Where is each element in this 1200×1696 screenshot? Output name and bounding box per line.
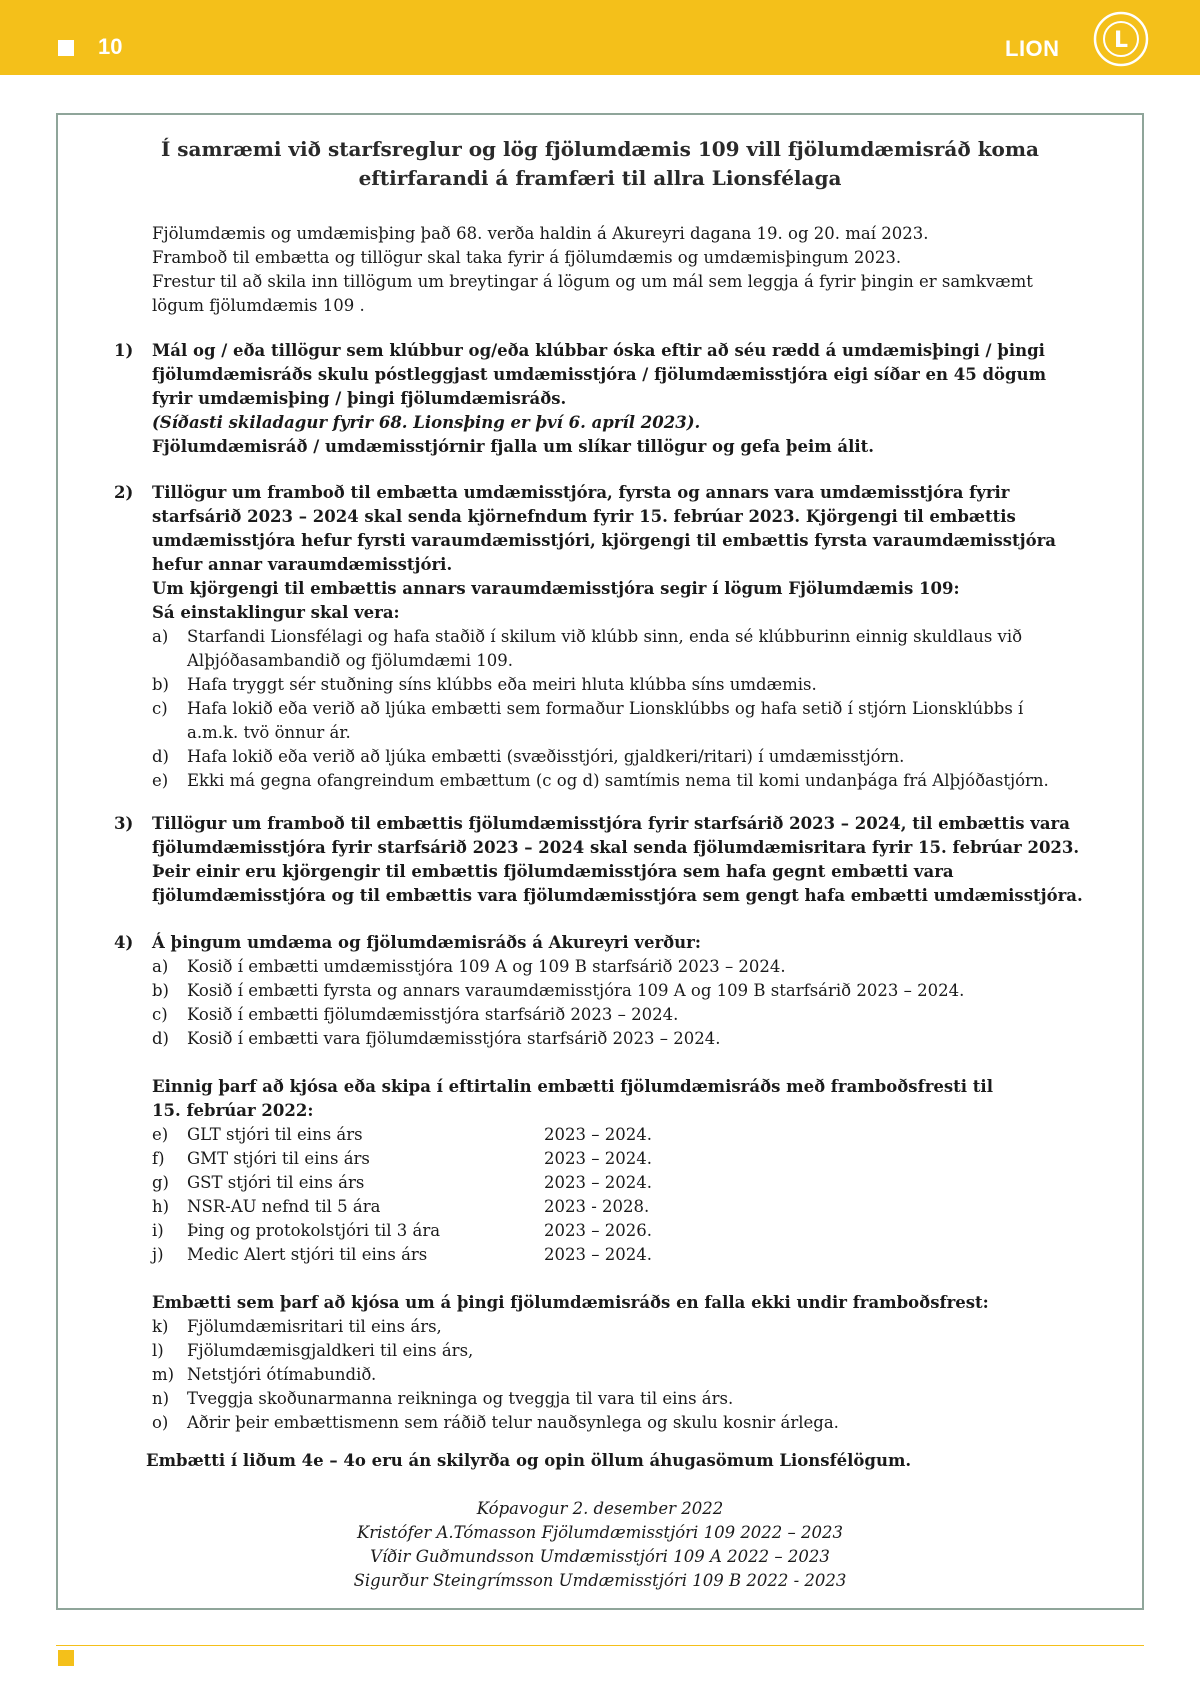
- list-item: [152, 769, 1112, 793]
- term-years: 2023 – 2024.: [544, 1125, 652, 1144]
- section-line: fyrir umdæmisþing / þingi fjölumdæmisráðs.: [152, 389, 567, 408]
- section-line: Fjölumdæmisráð / umdæmisstjórnir fjalla um slíkar tillögur og gefa þeim álit.: [152, 437, 875, 456]
- list-item: [152, 1315, 1112, 1339]
- list-item: [152, 1387, 1112, 1411]
- item-letter: i): [152, 1221, 164, 1240]
- signature-line: Kristófer A.Tómasson Fjölumdæmisstjóri 109 2022 – 2023: [356, 1523, 844, 1542]
- item-letter: j): [152, 1245, 164, 1264]
- section-line: fjölumdæmisráðs skulu póstleggjast umdæmisstjóra / fjölumdæmisstjóra eigi síðar en 45 dögum: [152, 365, 1047, 384]
- item-letter: h): [152, 1197, 170, 1216]
- item-letter: k): [152, 1317, 169, 1336]
- section-line: Mál og / eða tillögur sem klúbbur og/eða klúbbar óska eftir að séu rædd á umdæmisþingi / þingi: [152, 341, 1045, 360]
- page-header: [0, 0, 1200, 75]
- list-item: [152, 1003, 1112, 1027]
- page-number: 10: [98, 34, 123, 59]
- section-line: Sá einstaklingur skal vera:: [152, 603, 400, 622]
- item-text: Ekki má gegna ofangreindum embættum (c og d) samtímis nema til komi undanþága frá Alþjóðastjórn.: [187, 771, 1049, 790]
- list-item: [152, 673, 1112, 697]
- section-line: umdæmisstjóra hefur fyrsti varaumdæmisstjóri, kjörgengi til embættis fyrsta varaumdæmisstjóra: [152, 531, 1057, 550]
- item-text: Kosið í embætti umdæmisstjóra 109 A og 109 B starfsárið 2023 – 2024.: [187, 957, 786, 976]
- lions-logo-icon: [1092, 10, 1150, 68]
- list-item: [152, 1411, 1112, 1435]
- item-letter: b): [152, 981, 169, 1000]
- section-number: 2): [114, 483, 134, 502]
- deadline-note: (Síðasti skiladagur fyrir 68. Lionsþing er því 6. apríl 2023).: [152, 413, 701, 432]
- list-item: [152, 1027, 1112, 1051]
- header-square: [58, 40, 74, 56]
- section-number: 3): [114, 814, 134, 833]
- item-letter: d): [152, 747, 169, 766]
- footer-square: [58, 1650, 74, 1666]
- svg-text:L: L: [1113, 28, 1129, 53]
- section-number: 4): [114, 933, 134, 952]
- closing-statement: Embætti í liðum 4e – 4o eru án skilyrða og opin öllum áhugasömum Lionsfélögum.: [146, 1451, 912, 1470]
- role-item: [152, 1243, 1112, 1267]
- intro-paragraph: [152, 222, 1112, 318]
- item-letter: d): [152, 1029, 169, 1048]
- section-line: Um kjörgengi til embættis annars varaumdæmisstjóra segir í lögum Fjölumdæmis 109:: [152, 579, 960, 598]
- section-heading: 15. febrúar 2022:: [152, 1101, 314, 1120]
- term-years: 2023 – 2024.: [544, 1149, 652, 1168]
- item-text: Starfandi Lionsfélagi og hafa staðið í skilum við klúbb sinn, enda sé klúbburinn einnig skuldlaus við: [187, 627, 1023, 646]
- list-item: [152, 745, 1112, 769]
- role-item: [152, 1123, 1112, 1147]
- item-text: GMT stjóri til eins árs: [187, 1149, 370, 1168]
- role-item: [152, 1171, 1112, 1195]
- list-item: [152, 625, 1112, 673]
- item-letter: l): [152, 1341, 164, 1360]
- item-letter: g): [152, 1173, 169, 1192]
- item-text: Fjölumdæmisgjaldkeri til eins árs,: [187, 1341, 474, 1360]
- list-item: [152, 979, 1112, 1003]
- term-years: 2023 - 2028.: [544, 1197, 650, 1216]
- intro-line: Framboð til embætta og tillögur skal taka fyrir á fjölumdæmis og umdæmisþingum 2023.: [152, 248, 902, 267]
- role-item: [152, 1219, 1112, 1243]
- item-letter: c): [152, 699, 168, 718]
- section-line: hefur annar varaumdæmisstjóri.: [152, 555, 453, 574]
- item-text: Þing og protokolstjóri til 3 ára: [187, 1221, 441, 1240]
- item-letter: c): [152, 1005, 168, 1024]
- section-line: fjölumdæmisstjóra og til embættis vara fjölumdæmisstjóra sem gengt hafa embætti umdæmisstjóra.: [152, 886, 1083, 905]
- title-line: Í samræmi við starfsreglur og lög fjölumdæmis 109 vill fjölumdæmisráð koma: [160, 137, 1040, 161]
- signature-line: Kópavogur 2. desember 2022: [476, 1499, 724, 1518]
- item-text: GLT stjóri til eins árs: [187, 1125, 363, 1144]
- document-title: [56, 135, 1144, 193]
- item-letter: m): [152, 1365, 175, 1384]
- section-line: Þeir einir eru kjörgengir til embættis fjölumdæmisstjóra sem hafa gegnt embætti vara: [152, 862, 954, 881]
- item-text: Kosið í embætti fyrsta og annars varaumdæmisstjóra 109 A og 109 B starfsárið 2023 – 2024.: [187, 981, 965, 1000]
- section-line: Tillögur um framboð til embættis fjölumdæmisstjóra fyrir starfsárið 2023 – 2024, til embættis vara: [152, 814, 1070, 833]
- section-number: 1): [114, 341, 134, 360]
- list-item: [152, 955, 1112, 979]
- footer-rule: [56, 1645, 1144, 1646]
- item-text: Kosið í embætti fjölumdæmisstjóra starfsárið 2023 – 2024.: [187, 1005, 679, 1024]
- item-text-cont: Alþjóðasambandið og fjölumdæmi 109.: [187, 651, 513, 670]
- item-text: Hafa tryggt sér stuðning síns klúbbs eða meiri hluta klúbba síns umdæmis.: [187, 675, 817, 694]
- item-text: Hafa lokið eða verið að ljúka embætti sem formaður Lionsklúbbs og hafa setið í stjórn Lionsklúbbs í: [187, 699, 1024, 718]
- item-text: Tveggja skoðunarmanna reikninga og tveggja til vara til eins árs.: [187, 1389, 734, 1408]
- magazine-title: LION: [1005, 36, 1060, 61]
- list-item: [152, 697, 1112, 745]
- item-letter: a): [152, 957, 169, 976]
- item-text: NSR-AU nefnd til 5 ára: [187, 1197, 381, 1216]
- section-heading: Embætti sem þarf að kjósa um á þingi fjölumdæmisráðs en falla ekki undir framboðsfrest:: [152, 1293, 989, 1312]
- item-letter: o): [152, 1413, 169, 1432]
- item-text-cont: a.m.k. tvö önnur ár.: [187, 723, 351, 742]
- section-heading: Á þingum umdæma og fjölumdæmisráðs á Akureyri verður:: [152, 933, 701, 952]
- term-years: 2023 – 2024.: [544, 1245, 652, 1264]
- item-letter: a): [152, 627, 169, 646]
- term-years: 2023 – 2026.: [544, 1221, 652, 1240]
- item-text: Fjölumdæmisritari til eins árs,: [187, 1317, 442, 1336]
- item-letter: e): [152, 771, 169, 790]
- title-line: eftirfarandi á framfæri til allra Lionsfélaga: [358, 166, 842, 190]
- item-letter: n): [152, 1389, 170, 1408]
- item-text: Netstjóri ótímabundið.: [187, 1365, 377, 1384]
- item-text: Medic Alert stjóri til eins árs: [187, 1245, 428, 1264]
- intro-line: Frestur til að skila inn tillögum um breytingar á lögum og um mál sem leggja á fyrir þingin er samkvæmt: [152, 272, 1033, 291]
- term-years: 2023 – 2024.: [544, 1173, 652, 1192]
- signature-block: [56, 1497, 1144, 1593]
- section-line: starfsárið 2023 – 2024 skal senda kjörnefndum fyrir 15. febrúar 2023. Kjörgengi til embættis: [152, 507, 1016, 526]
- list-item: [152, 1363, 1112, 1387]
- section-line: fjölumdæmisstjóra fyrir starfsárið 2023 – 2024 skal senda fjölumdæmisritara fyrir 15. febrúar 2023.: [152, 838, 1080, 857]
- intro-line: lögum fjölumdæmis 109 .: [152, 296, 365, 315]
- item-letter: b): [152, 675, 169, 694]
- list-item: [152, 1339, 1112, 1363]
- role-item: [152, 1147, 1112, 1171]
- signature-line: Sigurður Steingrímsson Umdæmisstjóri 109 B 2022 - 2023: [353, 1571, 847, 1590]
- item-text: GST stjóri til eins árs: [187, 1173, 365, 1192]
- item-text: Hafa lokið eða verið að ljúka embætti (svæðisstjóri, gjaldkeri/ritari) í umdæmisstjórn.: [187, 747, 905, 766]
- section-line: Tillögur um framboð til embætta umdæmisstjóra, fyrsta og annars vara umdæmisstjóra fyrir: [152, 483, 1010, 502]
- section-heading: Einnig þarf að kjósa eða skipa í eftirtalin embætti fjölumdæmisráðs með framboðsfresti til: [152, 1077, 993, 1096]
- item-letter: e): [152, 1125, 169, 1144]
- intro-line: Fjölumdæmis og umdæmisþing það 68. verða haldin á Akureyri dagana 19. og 20. maí 2023.: [152, 224, 929, 243]
- role-item: [152, 1195, 1112, 1219]
- item-text: Kosið í embætti vara fjölumdæmisstjóra starfsárið 2023 – 2024.: [187, 1029, 721, 1048]
- item-text: Aðrir þeir embættismenn sem ráðið telur nauðsynlega og skulu kosnir árlega.: [187, 1413, 839, 1432]
- item-letter: f): [152, 1149, 165, 1168]
- signature-line: Víðir Guðmundsson Umdæmisstjóri 109 A 2022 – 2023: [370, 1547, 830, 1566]
